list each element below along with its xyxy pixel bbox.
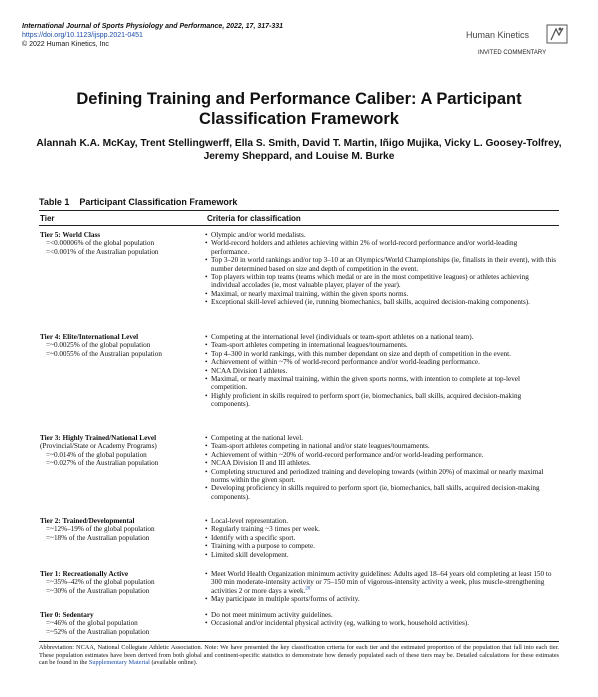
list-item: • Top 4–300 in world rankings, with this number dependant on size and depth of competition in the event. bbox=[205, 349, 511, 358]
list-item: • Achievement of within ~20% of world-record performance and/or world-leading performance. bbox=[205, 450, 484, 459]
tier-australian-share: =~0.027% of the Australian population bbox=[46, 459, 159, 468]
table-title: Participant Classification Framework bbox=[79, 197, 238, 207]
tier-global-share: =<0.00006% of the global population bbox=[46, 239, 155, 248]
tier-subtitle: (Provincial/State or Academy Programs) bbox=[40, 442, 157, 451]
list-item: • Maximal, or nearly maximal training, within the given sports norms, with intention to complete at top-level competition. bbox=[205, 375, 520, 392]
article-type: INVITED COMMENTARY bbox=[478, 50, 547, 56]
criteria-list bbox=[205, 570, 557, 604]
tier-australian-share: =<0.001% of the Australian population bbox=[46, 247, 159, 256]
table-caption bbox=[39, 197, 559, 207]
criteria-list bbox=[205, 611, 557, 628]
list-item: • Regularly training ~3 times per week. bbox=[205, 525, 320, 534]
list-item: • May participate in multiple sports/forms of activity. bbox=[205, 595, 360, 604]
list-item: • Top 3–20 in world rankings and/or top 3–10 at an Olympics/World Championships (ie, finalists in their event), with this number determined based on size and depth of competition in the event. bbox=[205, 256, 557, 273]
criteria-list bbox=[205, 517, 557, 559]
criteria-list bbox=[205, 333, 557, 409]
criteria-list bbox=[205, 231, 557, 307]
list-item: • Maximal, or nearly maximal training, within the given sports norms. bbox=[205, 289, 409, 298]
table-top-rule bbox=[39, 210, 559, 211]
criteria-list bbox=[205, 434, 557, 501]
tier-cell bbox=[40, 517, 205, 542]
list-item: • Do not meet minimum activity guidelines. bbox=[205, 611, 333, 619]
list-item: • Team-sport athletes competing in international leagues/tournaments. bbox=[205, 341, 408, 350]
list-item: • Occasional and/or incidental physical activity (eg, walking to work, household activities). bbox=[205, 619, 470, 628]
tier-australian-share: =~18% of the Australian population bbox=[46, 533, 150, 542]
table-number: Table 1 bbox=[39, 197, 70, 207]
list-item: • NCAA Division II and III athletes. bbox=[205, 459, 311, 468]
paper-title: Defining Training and Performance Caliber: A Participant Classification Framework bbox=[76, 90, 522, 128]
list-item: • Completing structured and periodized training and developing towards (within 20%) of maximal or nearly maximal norms within the given sport. bbox=[205, 467, 544, 485]
copyright: © 2022 Human Kinetics, Inc bbox=[22, 41, 109, 48]
footnote-text: Abbreviation: NCAA, National Collegiate Athletic Association. Note: We have presented the key classification criteria for each tier and the estimated proportion of the population that fall into each tier. These population estimates have been derived from both global and continent-specific statistics to demonstrate how densely populated each of these tiers may be. Detailed calculations for these estimates can be found in the bbox=[39, 644, 559, 667]
tier-cell bbox=[40, 231, 205, 256]
doi-link[interactable]: https://doi.org/10.1123/ijspp.2021-0451 bbox=[22, 32, 143, 39]
list-item: • Identify with a specific sport. bbox=[205, 533, 296, 542]
tier-global-share: =~0.014% of the global population bbox=[46, 450, 147, 459]
tier-global-share: =~46% of the global population bbox=[46, 619, 138, 628]
list-item: • Olympic and/or world medalists. bbox=[205, 231, 306, 239]
table-footnote bbox=[39, 644, 559, 667]
publisher-name: Human Kinetics bbox=[466, 30, 530, 40]
tier-global-share: =~35%–42% of the global population bbox=[46, 578, 155, 587]
table-header-rule bbox=[39, 225, 559, 226]
list-item: • Top players within top teams (teams which medal or are in the most competitive leagues) or athletes achieving individual accolades (ie, most valuable player, player of the year). bbox=[205, 273, 529, 290]
human-kinetics-logo-icon bbox=[546, 24, 568, 44]
tier-cell bbox=[40, 611, 205, 636]
tier-name: Tier 1: Recreationally Active bbox=[40, 570, 129, 578]
tier-cell bbox=[40, 333, 205, 358]
list-item: • Team-sport athletes competing in national and/or state leagues/tournaments. bbox=[205, 442, 430, 451]
tier-cell bbox=[40, 434, 205, 468]
list-item: • World-record holders and athletes achieving within 2% of world-record performance and/or world-leading performance. bbox=[205, 239, 518, 256]
list-item: • Competing at the international level (individuals or team-sport athletes on a national team). bbox=[205, 333, 474, 341]
author-list: Alannah K.A. McKay, Trent Stellingwerff, Ella S. Smith, David T. Martin, Iñigo Mujika, Vicky L. Goosey-Tolfrey, Jeremy Sheppard, and Louise M. Burke bbox=[36, 138, 562, 162]
tier-global-share: =~0.0025% of the global population bbox=[46, 341, 151, 350]
tier-cell bbox=[40, 570, 205, 595]
tier-name: Tier 3: Highly Trained/National Level bbox=[40, 434, 157, 442]
list-item: • Local-level representation. bbox=[205, 517, 289, 525]
list-item: • Highly proficient in skills required to perform sport (ie, biomechanics, ball skills, acquired decision-making components). bbox=[205, 391, 522, 409]
supplementary-material-link[interactable]: Supplementary Material bbox=[88, 659, 150, 667]
footnote-end: (available online). bbox=[151, 659, 198, 667]
reference-link[interactable]: 20 bbox=[305, 586, 311, 592]
tier-australian-share: =~0.0055% of the Australian population bbox=[46, 349, 162, 358]
list-item: • Limited skill development. bbox=[205, 550, 289, 559]
tier-name: Tier 2: Trained/Developmental bbox=[40, 517, 135, 525]
tier-name: Tier 0: Sedentary bbox=[40, 611, 94, 619]
tier-australian-share: =~52% of the Australian population bbox=[46, 627, 150, 636]
column-header-criteria: Criteria for classification bbox=[207, 214, 301, 223]
list-item: • Developing proficiency in skills required to perform sport (ie, biomechanics, ball skills, acquired decision-making components). bbox=[205, 484, 540, 501]
list-item: • Exceptional skill-level achieved (ie, running biomechanics, ball skills, acquired decision-making components). bbox=[205, 298, 530, 307]
list-item: • Training with a purpose to compete. bbox=[205, 542, 315, 551]
column-header-tier: Tier bbox=[40, 214, 55, 223]
table-bottom-rule bbox=[39, 641, 559, 642]
tier-name: Tier 5: World Class bbox=[40, 231, 101, 239]
list-item: • Meet World Health Organization minimum activity guidelines: Adults aged 18–64 years old completing at least 150 to 300 min moderate-intensity activity or 75–150 min of vigorous-intensity activity a week, plus muscle-strengthening activities 2 or more days a week.$^{20}$ bbox=[205, 570, 552, 595]
tier-australian-share: =~30% of the Australian population bbox=[46, 586, 150, 595]
tier-name: Tier 4: Elite/International Level bbox=[40, 333, 139, 341]
journal-header bbox=[22, 22, 283, 49]
tier-global-share: =~12%–19% of the global population bbox=[46, 525, 155, 534]
list-item: • NCAA Division I athletes. bbox=[205, 366, 288, 375]
list-item: • Achievement of within ~7% of world-record performance and/or world-leading performance. bbox=[205, 358, 480, 367]
list-item: • Competing at the national level. bbox=[205, 434, 304, 442]
journal-citation: International Journal of Sports Physiology and Performance, 2022, 17, 317-331 bbox=[22, 23, 284, 30]
